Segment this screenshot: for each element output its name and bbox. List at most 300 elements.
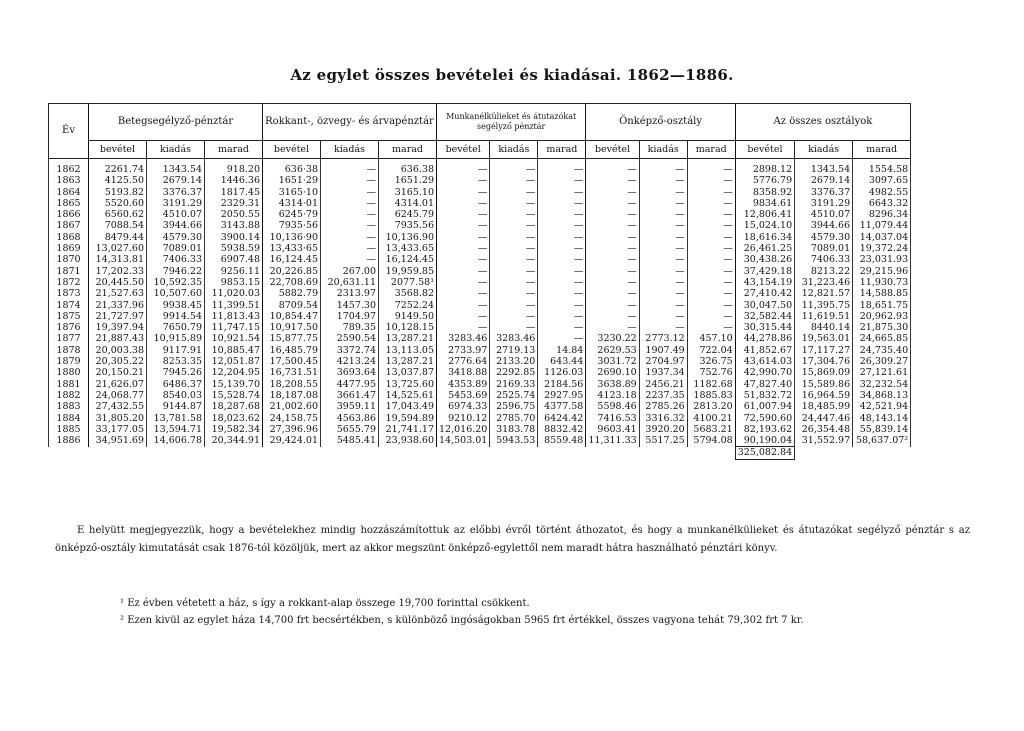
value-cell: —: [321, 175, 379, 186]
value-cell: 3418.88: [437, 367, 490, 378]
value-cell: 9117.91: [147, 345, 205, 356]
value-cell: 3900.14: [205, 232, 263, 243]
footnote-1: ¹ Ez évben vétetett a ház, s így a rokkant-alap összege 19,700 forinttal csökkent.: [120, 598, 530, 609]
value-cell: —: [490, 277, 538, 288]
value-cell: 7945.26: [147, 367, 205, 378]
value-cell: 44,278.86: [735, 333, 794, 344]
value-cell: —: [586, 266, 639, 277]
value-cell: —: [437, 254, 490, 265]
subheader-bevetel: bevétel: [586, 141, 639, 159]
value-cell: —: [490, 254, 538, 265]
table-row: [49, 187, 911, 198]
value-cell: 457.10: [687, 333, 735, 344]
value-cell: —: [538, 220, 586, 231]
value-cell: 4377.58: [538, 401, 586, 412]
value-cell: 3638.89: [586, 379, 639, 390]
value-cell: —: [687, 266, 735, 277]
value-cell: 9853.15: [205, 277, 263, 288]
value-cell: 10,136.90: [379, 232, 437, 243]
value-cell: —: [437, 277, 490, 288]
value-cell: 2813.20: [687, 401, 735, 412]
value-cell: —: [538, 311, 586, 322]
value-cell: 3944.66: [795, 220, 853, 231]
value-cell: 30,315.44: [735, 322, 794, 333]
finance-table-container: [48, 103, 911, 460]
value-cell: 34,868.13: [853, 390, 911, 401]
value-cell: 19,563.01: [795, 333, 853, 344]
value-cell: 5794.08: [687, 435, 735, 447]
table-row: [49, 367, 911, 378]
value-cell: 10,885.47: [205, 345, 263, 356]
subheader-bevetel: bevétel: [735, 141, 794, 159]
value-cell: 9914.54: [147, 311, 205, 322]
value-cell: 10,507.60: [147, 288, 205, 299]
value-cell: 2456.21: [639, 379, 687, 390]
value-cell: 3097.65: [853, 175, 911, 186]
subheader-bevetel: bevétel: [89, 141, 147, 159]
value-cell: —: [437, 300, 490, 311]
value-cell: —: [687, 300, 735, 311]
value-cell: 6907.48: [205, 254, 263, 265]
value-cell: —: [490, 198, 538, 209]
table-row: [49, 159, 911, 176]
value-cell: 15,869.09: [795, 367, 853, 378]
value-cell: 789.35: [321, 322, 379, 333]
value-cell: 5776.79: [735, 175, 794, 186]
value-cell: —: [639, 220, 687, 231]
value-cell: 1651.29: [379, 175, 437, 186]
value-cell: 3143.88: [205, 220, 263, 231]
subheader-marad: marad: [538, 141, 586, 159]
value-cell: 32,232.54: [853, 379, 911, 390]
value-cell: 7252.24: [379, 300, 437, 311]
value-cell: 5193.82: [89, 187, 147, 198]
value-cell: 4477.95: [321, 379, 379, 390]
value-cell: 1343.54: [795, 159, 853, 176]
value-cell: —: [639, 187, 687, 198]
year-cell: 1879: [49, 356, 89, 367]
value-cell: 3191.29: [147, 198, 205, 209]
year-cell: 1873: [49, 288, 89, 299]
value-cell: 11,747.15: [205, 322, 263, 333]
value-cell: 18,485.99: [795, 401, 853, 412]
value-cell: —: [639, 322, 687, 333]
value-cell: —: [437, 311, 490, 322]
value-cell: 23,938.60: [379, 435, 437, 447]
value-cell: 13,287.21: [379, 356, 437, 367]
subheader-kiadas: kiadás: [147, 141, 205, 159]
value-cell: 3165.10: [379, 187, 437, 198]
subheader-kiadas: kiadás: [639, 141, 687, 159]
value-cell: 9938.45: [147, 300, 205, 311]
value-cell: 1907.49: [639, 345, 687, 356]
year-header: Év: [49, 104, 89, 159]
year-cell: 1875: [49, 311, 89, 322]
value-cell: —: [586, 232, 639, 243]
empty-cell: [89, 447, 147, 459]
empty-cell: [538, 447, 586, 459]
value-cell: 4579.30: [147, 232, 205, 243]
value-cell: 20,003.38: [89, 345, 147, 356]
value-cell: 8832.42: [538, 424, 586, 435]
empty-cell: [147, 447, 205, 459]
value-cell: 55,839.14: [853, 424, 911, 435]
value-cell: 10,136·90: [263, 232, 321, 243]
value-cell: 5943.53: [490, 435, 538, 447]
value-cell: 3693.64: [321, 367, 379, 378]
value-cell: 3376.37: [795, 187, 853, 198]
value-cell: 2679.14: [147, 175, 205, 186]
value-cell: 8358.92: [735, 187, 794, 198]
value-cell: 29,424.01: [263, 435, 321, 447]
value-cell: —: [321, 254, 379, 265]
value-cell: 14,503.01: [437, 435, 490, 447]
value-cell: —: [687, 232, 735, 243]
value-cell: 21,887.43: [89, 333, 147, 344]
value-cell: 24,735.40: [853, 345, 911, 356]
value-cell: —: [586, 243, 639, 254]
value-cell: —: [437, 232, 490, 243]
value-cell: —: [538, 322, 586, 333]
value-cell: —: [687, 277, 735, 288]
subheader-bevetel: bevétel: [263, 141, 321, 159]
value-cell: 10,854.47: [263, 311, 321, 322]
table-row: [49, 209, 911, 220]
value-cell: 15,589.86: [795, 379, 853, 390]
value-cell: 12,051.87: [205, 356, 263, 367]
value-cell: 21,002.60: [263, 401, 321, 412]
subheader-marad: marad: [379, 141, 437, 159]
empty-cell: [795, 447, 853, 459]
value-cell: 58,637.07²: [853, 435, 911, 447]
value-cell: 15,139.70: [205, 379, 263, 390]
empty-cell: [437, 447, 490, 459]
value-cell: —: [321, 232, 379, 243]
year-cell: 1877: [49, 333, 89, 344]
value-cell: 2050.55: [205, 209, 263, 220]
value-cell: 3376.37: [147, 187, 205, 198]
value-cell: 27,410.42: [735, 288, 794, 299]
table-row: [49, 198, 911, 209]
empty-cell: [687, 447, 735, 459]
page-title: Az egylet összes bevételei és kiadásai. 1862—1886.: [290, 66, 734, 84]
value-cell: 1343.54: [147, 159, 205, 176]
value-cell: 4213.24: [321, 356, 379, 367]
value-cell: 30,438.26: [735, 254, 794, 265]
value-cell: 13,781.58: [147, 413, 205, 424]
empty-cell: [263, 447, 321, 459]
value-cell: 7946.22: [147, 266, 205, 277]
value-cell: —: [538, 175, 586, 186]
value-cell: 21,626.07: [89, 379, 147, 390]
value-cell: —: [639, 209, 687, 220]
value-cell: —: [437, 209, 490, 220]
value-cell: —: [437, 175, 490, 186]
year-cell: 1867: [49, 220, 89, 231]
value-cell: —: [538, 266, 586, 277]
value-cell: —: [490, 266, 538, 277]
value-cell: 17,500.45: [263, 356, 321, 367]
value-cell: 31,223.46: [795, 277, 853, 288]
value-cell: 2313.97: [321, 288, 379, 299]
subheader-marad: marad: [205, 141, 263, 159]
value-cell: —: [586, 288, 639, 299]
table-body: [49, 159, 911, 460]
value-cell: 2776.64: [437, 356, 490, 367]
value-cell: 20,305.22: [89, 356, 147, 367]
value-cell: 19,594.89: [379, 413, 437, 424]
value-cell: 27,432.55: [89, 401, 147, 412]
value-cell: 16,124.45: [379, 254, 437, 265]
value-cell: 1704.97: [321, 311, 379, 322]
empty-cell: [586, 447, 639, 459]
value-cell: 4563.86: [321, 413, 379, 424]
value-cell: 12,016.20: [437, 424, 490, 435]
value-cell: 17,304.76: [795, 356, 853, 367]
value-cell: 17,202.33: [89, 266, 147, 277]
value-cell: 17,117.27: [795, 345, 853, 356]
empty-cell: [639, 447, 687, 459]
year-cell: 1881: [49, 379, 89, 390]
table-row: [49, 288, 911, 299]
value-cell: —: [538, 300, 586, 311]
grand-total: 325,082.84: [735, 447, 794, 459]
value-cell: 26,354.48: [795, 424, 853, 435]
table-row: [49, 435, 911, 447]
value-cell: —: [437, 288, 490, 299]
value-cell: —: [321, 187, 379, 198]
table-row: [49, 390, 911, 401]
value-cell: 15,528.74: [205, 390, 263, 401]
value-cell: —: [687, 254, 735, 265]
value-cell: 5517.25: [639, 435, 687, 447]
value-cell: 5453.69: [437, 390, 490, 401]
value-cell: —: [586, 277, 639, 288]
value-cell: —: [687, 198, 735, 209]
value-cell: —: [538, 198, 586, 209]
value-cell: 16,124.45: [263, 254, 321, 265]
value-cell: —: [538, 333, 586, 344]
value-cell: 3920.20: [639, 424, 687, 435]
value-cell: 5683.21: [687, 424, 735, 435]
value-cell: 42,990.70: [735, 367, 794, 378]
value-cell: 19,397.94: [89, 322, 147, 333]
value-cell: 1554.58: [853, 159, 911, 176]
value-cell: 15,877.75: [263, 333, 321, 344]
year-cell: 1868: [49, 232, 89, 243]
value-cell: 13,287.21: [379, 333, 437, 344]
value-cell: 51,832.72: [735, 390, 794, 401]
value-cell: —: [437, 220, 490, 231]
value-cell: —: [586, 254, 639, 265]
value-cell: —: [687, 175, 735, 186]
value-cell: 72,590.60: [735, 413, 794, 424]
value-cell: 14,606.78: [147, 435, 205, 447]
value-cell: —: [490, 209, 538, 220]
value-cell: 20,445.50: [89, 277, 147, 288]
value-cell: —: [538, 254, 586, 265]
value-cell: 15,024.10: [735, 220, 794, 231]
empty-cell: [379, 447, 437, 459]
value-cell: 2927.95: [538, 390, 586, 401]
value-cell: 2237.35: [639, 390, 687, 401]
value-cell: 3372.74: [321, 345, 379, 356]
value-cell: 1817.45: [205, 187, 263, 198]
value-cell: 6245.79: [379, 209, 437, 220]
value-cell: —: [437, 243, 490, 254]
value-cell: 3230.22: [586, 333, 639, 344]
value-cell: 32,582.44: [735, 311, 794, 322]
subheader-kiadas: kiadás: [490, 141, 538, 159]
value-cell: 2590.54: [321, 333, 379, 344]
value-cell: 11,020.03: [205, 288, 263, 299]
value-cell: 14,525.61: [379, 390, 437, 401]
value-cell: 7089.01: [795, 243, 853, 254]
value-cell: 1937.34: [639, 367, 687, 378]
value-cell: 10,921.54: [205, 333, 263, 344]
value-cell: —: [586, 322, 639, 333]
value-cell: 11,813.43: [205, 311, 263, 322]
value-cell: 4314.01: [379, 198, 437, 209]
value-cell: 14,313.81: [89, 254, 147, 265]
value-cell: 16,485.79: [263, 345, 321, 356]
table-row: [49, 322, 911, 333]
value-cell: 9149.50: [379, 311, 437, 322]
value-cell: 8540.03: [147, 390, 205, 401]
value-cell: —: [639, 277, 687, 288]
value-cell: —: [687, 220, 735, 231]
value-cell: 3944.66: [147, 220, 205, 231]
value-cell: 2785.26: [639, 401, 687, 412]
value-cell: 7089.01: [147, 243, 205, 254]
year-cell: 1884: [49, 413, 89, 424]
value-cell: 13,725.60: [379, 379, 437, 390]
year-cell: 1865: [49, 198, 89, 209]
value-cell: 10,592.35: [147, 277, 205, 288]
value-cell: 31,805.20: [89, 413, 147, 424]
value-cell: 16,964.59: [795, 390, 853, 401]
value-cell: 3568.82: [379, 288, 437, 299]
value-cell: 41,852.67: [735, 345, 794, 356]
year-cell: 1885: [49, 424, 89, 435]
value-cell: —: [687, 159, 735, 176]
value-cell: 11,079.44: [853, 220, 911, 231]
value-cell: —: [586, 159, 639, 176]
value-cell: 7088.54: [89, 220, 147, 231]
value-cell: 10,915.89: [147, 333, 205, 344]
value-cell: 2525.74: [490, 390, 538, 401]
value-cell: 6486.37: [147, 379, 205, 390]
year-cell: 1863: [49, 175, 89, 186]
value-cell: 47,827.40: [735, 379, 794, 390]
value-cell: 5882.79: [263, 288, 321, 299]
value-cell: 7650.79: [147, 322, 205, 333]
value-cell: —: [586, 198, 639, 209]
value-cell: 3316.32: [639, 413, 687, 424]
value-cell: 7406.33: [795, 254, 853, 265]
value-cell: —: [639, 266, 687, 277]
value-cell: 14,037.04: [853, 232, 911, 243]
value-cell: —: [490, 220, 538, 231]
table-row: [49, 424, 911, 435]
value-cell: 2690.10: [586, 367, 639, 378]
value-cell: 20,631.11: [321, 277, 379, 288]
table-row: [49, 220, 911, 231]
value-cell: 16,731.51: [263, 367, 321, 378]
value-cell: 34,951.69: [89, 435, 147, 447]
value-cell: —: [490, 232, 538, 243]
group-header-rokkant: Rokkant-, özvegy- és árvapénztár: [263, 104, 437, 141]
value-cell: 21,875.30: [853, 322, 911, 333]
value-cell: —: [437, 187, 490, 198]
value-cell: —: [538, 277, 586, 288]
value-cell: 11,395.75: [795, 300, 853, 311]
value-cell: 13,037.87: [379, 367, 437, 378]
year-cell: 1872: [49, 277, 89, 288]
value-cell: 20,344.91: [205, 435, 263, 447]
table-row: [49, 300, 911, 311]
value-cell: 2629.53: [586, 345, 639, 356]
value-cell: —: [639, 175, 687, 186]
value-cell: 4123.18: [586, 390, 639, 401]
value-cell: 23,031.93: [853, 254, 911, 265]
value-cell: 5938.59: [205, 243, 263, 254]
empty-cell: [49, 447, 89, 459]
year-cell: 1870: [49, 254, 89, 265]
value-cell: 11,311.33: [586, 435, 639, 447]
footnote-2: ² Ezen kivül az egylet háza 14,700 frt becsértékben, s különböző ingóságokban 5965 frt értékkel, összes vagyona tehát 79,302 frt 7 kr.: [120, 615, 804, 626]
value-cell: 24,158.75: [263, 413, 321, 424]
empty-cell: [853, 447, 911, 459]
group-header-onkepzo: Önképző-osztály: [586, 104, 735, 141]
value-cell: 11,399.51: [205, 300, 263, 311]
value-cell: 8479.44: [89, 232, 147, 243]
value-cell: 4982.55: [853, 187, 911, 198]
value-cell: 636.38: [379, 159, 437, 176]
value-cell: 2596.75: [490, 401, 538, 412]
value-cell: 18,287.68: [205, 401, 263, 412]
empty-cell: [205, 447, 263, 459]
value-cell: 8253.35: [147, 356, 205, 367]
subheader-marad: marad: [853, 141, 911, 159]
value-cell: —: [687, 243, 735, 254]
value-cell: —: [437, 159, 490, 176]
value-cell: 17,043.49: [379, 401, 437, 412]
table-row: [49, 243, 911, 254]
subheader-marad: marad: [687, 141, 735, 159]
value-cell: 2773.12: [639, 333, 687, 344]
value-cell: —: [687, 288, 735, 299]
value-cell: —: [321, 220, 379, 231]
value-cell: —: [490, 175, 538, 186]
value-cell: 18,616.34: [735, 232, 794, 243]
value-cell: 21,741.17: [379, 424, 437, 435]
finance-table: [48, 103, 911, 460]
value-cell: 2898.12: [735, 159, 794, 176]
value-cell: —: [687, 322, 735, 333]
value-cell: 7416.53: [586, 413, 639, 424]
value-cell: 20,150.21: [89, 367, 147, 378]
value-cell: —: [538, 187, 586, 198]
value-cell: —: [586, 187, 639, 198]
year-cell: 1871: [49, 266, 89, 277]
value-cell: 1182.68: [687, 379, 735, 390]
value-cell: 43,154.19: [735, 277, 794, 288]
value-cell: —: [586, 220, 639, 231]
value-cell: 24,068.77: [89, 390, 147, 401]
value-cell: 2292.85: [490, 367, 538, 378]
value-cell: 4510.07: [795, 209, 853, 220]
